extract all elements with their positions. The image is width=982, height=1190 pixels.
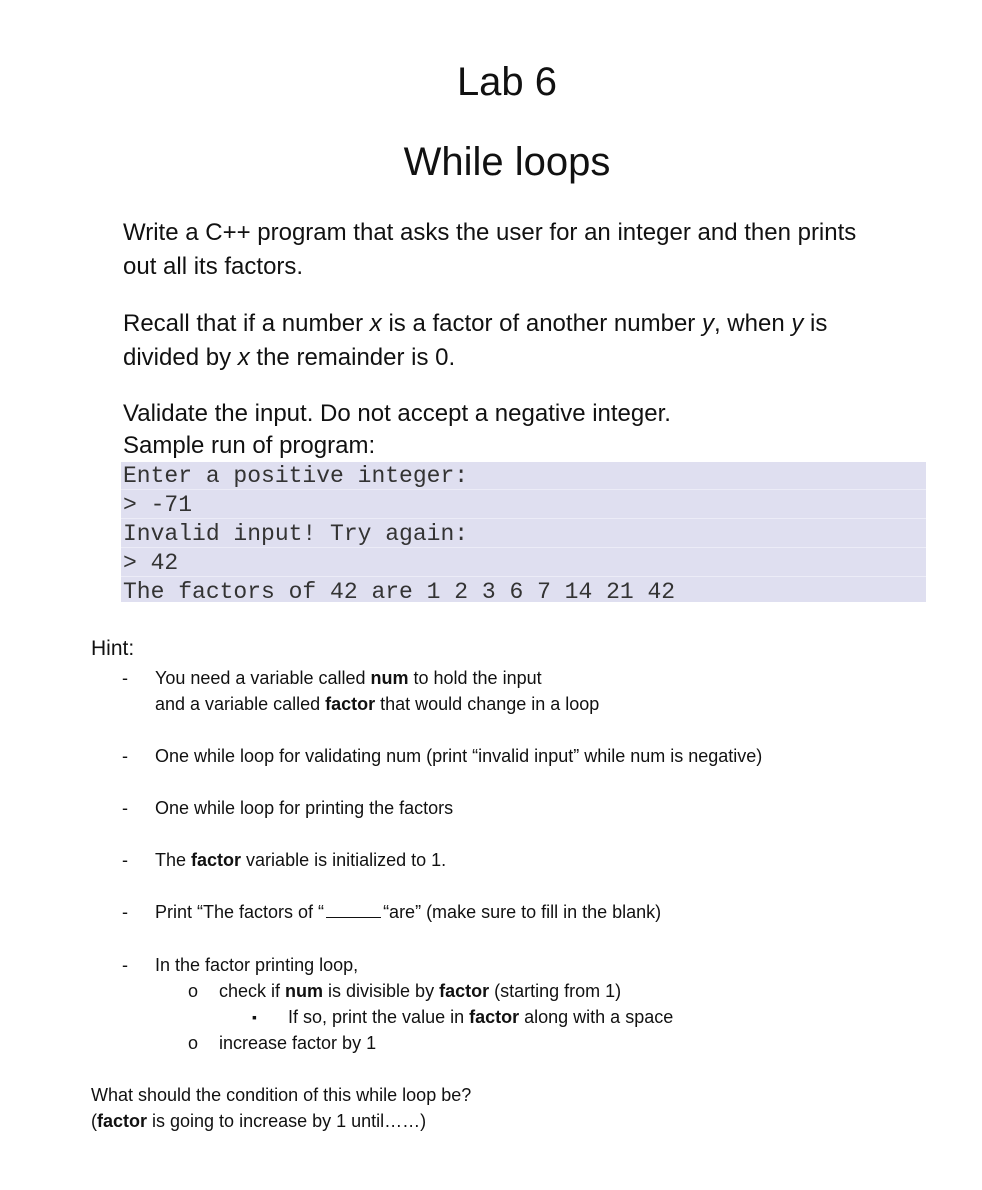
list-dash: -	[122, 955, 128, 975]
keyword-factor: factor	[439, 981, 490, 1001]
hint-text: variable is initialized to 1.	[241, 850, 447, 870]
list-dash: -	[122, 668, 128, 688]
var-x: x	[369, 310, 382, 337]
hint-text: “are” (make sure to fill in the blank)	[383, 902, 662, 922]
recall-text: the remainder is 0.	[249, 344, 456, 371]
keyword-num: num	[285, 981, 324, 1001]
validate-paragraph	[123, 398, 903, 462]
page-title: Lab 6	[456, 60, 558, 104]
var-x: x	[237, 344, 250, 371]
circle-bullet: o	[188, 1033, 199, 1053]
recall-text: Recall that if a number	[123, 310, 370, 337]
hint-text: is divisible by	[323, 981, 440, 1001]
intro-paragraph	[123, 216, 903, 284]
sub-item-increase: increase factor by 1	[219, 1033, 377, 1053]
keyword-factor: factor	[191, 850, 242, 870]
hint-text: The	[155, 850, 192, 870]
hint-item-4	[155, 847, 915, 873]
hint-text: You need a variable called	[155, 668, 371, 688]
hint-text: and a variable called	[155, 694, 326, 714]
sample-run-code-block	[121, 462, 926, 605]
keyword-factor: factor	[469, 1007, 520, 1027]
keyword-factor: factor	[325, 694, 376, 714]
hint-item-2: One while loop for validating num (print “invalid input” while num is negative)	[155, 746, 763, 766]
code-line: Enter a positive integer:	[121, 462, 926, 490]
hint-text: along with a space	[519, 1007, 674, 1027]
intro-line-1: Write a C++ program that asks the user for an integer and then prints	[123, 219, 857, 246]
hint-text: (starting from 1)	[489, 981, 622, 1001]
hint-text: Print “The factors of “	[155, 902, 325, 922]
fill-in-blank	[326, 901, 381, 918]
recall-text: is	[803, 310, 828, 337]
code-line: Invalid input! Try again:	[121, 520, 926, 548]
recall-text: divided by	[123, 344, 238, 371]
var-y: y	[791, 310, 804, 337]
question-paragraph	[91, 1082, 471, 1134]
validate-text: Validate the input. Do not accept a negative integer.	[123, 400, 671, 427]
hint-text: that would change in a loop	[375, 694, 600, 714]
hint-item-3: One while loop for printing the factors	[155, 798, 454, 818]
code-line: > -71	[121, 491, 926, 519]
intro-line-2: out all its factors.	[123, 253, 304, 280]
hint-item-1	[155, 665, 915, 717]
circle-bullet: o	[188, 981, 199, 1001]
code-line: > 42	[121, 549, 926, 577]
question-line-1: What should the condition of this while loop be?	[91, 1085, 472, 1105]
keyword-factor: factor	[97, 1111, 148, 1131]
code-line: The factors of 42 are 1 2 3 6 7 14 21 42	[123, 579, 676, 605]
list-dash: -	[122, 798, 128, 818]
page-subtitle: While loops	[403, 140, 611, 184]
hint-text: to hold the input	[408, 668, 542, 688]
sub-item-print	[288, 1004, 673, 1030]
hint-label: Hint:	[91, 637, 135, 660]
list-dash: -	[122, 746, 128, 766]
keyword-num: num	[370, 668, 409, 688]
sub-item-check	[219, 978, 621, 1004]
hint-item-5	[155, 899, 915, 925]
list-dash: -	[122, 850, 128, 870]
recall-paragraph	[123, 307, 903, 375]
hint-text: check if	[219, 981, 286, 1001]
square-bullet: ▪	[252, 1009, 257, 1025]
recall-text: is a factor of another number	[381, 310, 702, 337]
var-y: y	[701, 310, 714, 337]
recall-text: , when	[713, 310, 792, 337]
hint-item-6: In the factor printing loop,	[155, 955, 359, 975]
question-text: is going to increase by 1 until……)	[147, 1111, 427, 1131]
hint-text: If so, print the value in	[288, 1007, 470, 1027]
question-text: (	[91, 1111, 97, 1131]
sample-label: Sample run of program:	[123, 432, 376, 459]
list-dash: -	[122, 902, 128, 922]
